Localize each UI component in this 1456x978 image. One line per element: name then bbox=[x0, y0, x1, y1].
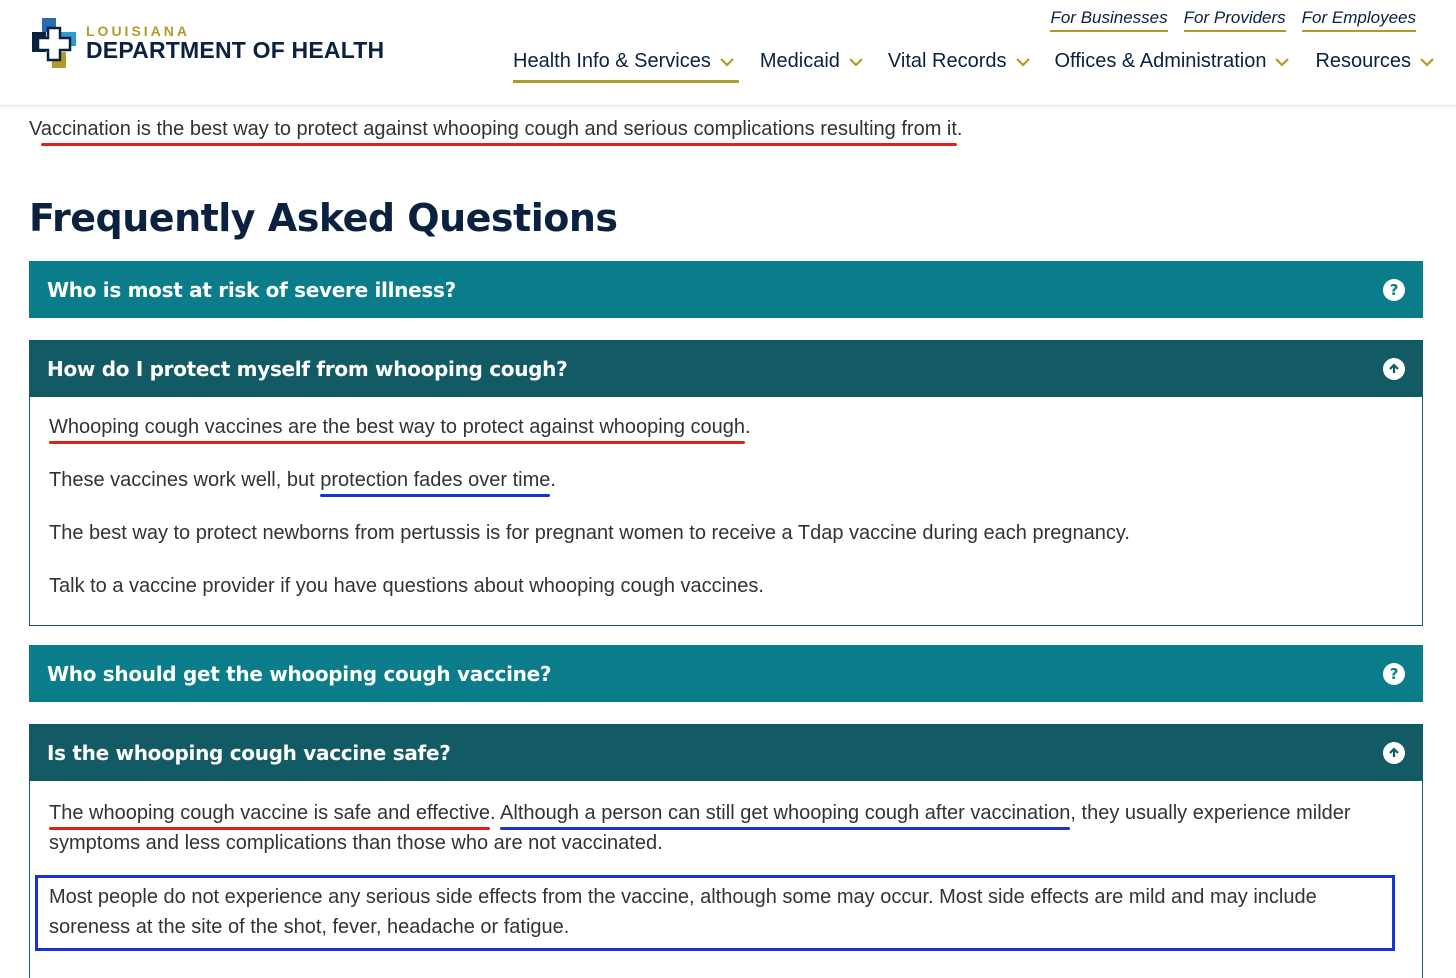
faq-question-text: Who should get the whooping cough vaccine? bbox=[47, 661, 552, 686]
for-businesses-link[interactable]: For Businesses bbox=[1050, 8, 1167, 32]
nav-health-info-services[interactable] bbox=[513, 50, 735, 73]
answer-paragraph bbox=[49, 465, 1403, 495]
text-span: These vaccines work well, but bbox=[49, 469, 321, 491]
ldh-cross-logo-icon bbox=[32, 18, 78, 68]
faq-heading: Frequently Asked Questions bbox=[29, 196, 618, 240]
faq-question-text: Who is most at risk of severe illness? bbox=[47, 277, 456, 302]
faq-question-button[interactable] bbox=[29, 340, 1423, 397]
faq-item-safe bbox=[29, 724, 1423, 978]
red-underline-annotation: The whooping cough vaccine is safe and effective bbox=[49, 802, 491, 824]
intro-start: V bbox=[29, 118, 41, 140]
text-span: . bbox=[490, 802, 501, 824]
faq-item-risk bbox=[29, 261, 1423, 318]
chevron-down-icon bbox=[719, 54, 735, 70]
faq-question-text: How do I protect myself from whooping cough? bbox=[47, 356, 568, 381]
question-icon: ? bbox=[1383, 663, 1405, 685]
chevron-down-icon bbox=[1015, 54, 1031, 70]
chevron-down-icon bbox=[1274, 54, 1290, 70]
answer-paragraph bbox=[49, 798, 1403, 858]
text-span: , they usually experience milder symptoms and less complications than those who are not vaccinated. bbox=[49, 802, 1351, 854]
answer-paragraph: The best way to protect newborns from pertussis is for pregnant women to receive a Tdap vaccine during each pregnancy. bbox=[49, 522, 1130, 544]
nav-vital-records[interactable] bbox=[888, 50, 1031, 73]
text-span: . bbox=[550, 469, 556, 491]
nav-label: Resources bbox=[1315, 50, 1412, 72]
chevron-down-icon bbox=[848, 54, 864, 70]
utility-nav bbox=[1050, 8, 1416, 32]
nav-resources[interactable] bbox=[1315, 50, 1435, 73]
nav-medicaid[interactable] bbox=[760, 50, 864, 73]
faq-answer bbox=[29, 397, 1423, 626]
faq-answer bbox=[29, 781, 1423, 978]
chevron-down-icon bbox=[1419, 54, 1435, 70]
red-underline-annotation: accination is the best way to protect against whooping cough and serious complications resulting from it bbox=[40, 118, 957, 140]
logo-state-text: LOUISIANA bbox=[86, 23, 190, 39]
faq-question-button[interactable] bbox=[29, 645, 1423, 702]
nav-label: Offices & Administration bbox=[1054, 50, 1267, 72]
faq-question-text: Is the whooping cough vaccine safe? bbox=[47, 740, 451, 765]
faq-question-button[interactable] bbox=[29, 261, 1423, 318]
intro-end: . bbox=[956, 118, 963, 140]
nav-label: Medicaid bbox=[759, 50, 840, 72]
blue-underline-annotation: protection fades over time bbox=[320, 469, 551, 491]
site-header bbox=[0, 0, 1456, 106]
collapse-up-icon bbox=[1383, 358, 1405, 380]
answer-paragraph bbox=[49, 412, 1403, 442]
answer-paragraph: Most people do not experience any serious side effects from the vaccine, although some may occur. Most side effects are mild and may include soreness at the site of the shot, fever, headache or fatigue. bbox=[49, 886, 1317, 938]
nav-label: Vital Records bbox=[887, 50, 1007, 72]
question-icon: ? bbox=[1383, 279, 1405, 301]
faq-item-who-should bbox=[29, 645, 1423, 702]
main-nav bbox=[513, 50, 1435, 73]
faq-item-protect bbox=[29, 340, 1423, 626]
for-providers-link[interactable]: For Providers bbox=[1184, 8, 1286, 32]
for-employees-link[interactable]: For Employees bbox=[1302, 8, 1416, 32]
nav-label: Health Info & Services bbox=[513, 50, 711, 72]
red-underline-annotation: Whooping cough vaccines are the best way to protect against whooping cough bbox=[49, 416, 745, 438]
blue-box-annotation bbox=[35, 875, 1395, 951]
ldh-logo[interactable] bbox=[32, 18, 384, 68]
nav-offices-administration[interactable] bbox=[1055, 50, 1291, 73]
answer-paragraph: Talk to a vaccine provider if you have questions about whooping cough vaccines. bbox=[49, 575, 764, 597]
intro-text bbox=[29, 118, 962, 141]
collapse-up-icon bbox=[1383, 742, 1405, 764]
faq-question-button[interactable] bbox=[29, 724, 1423, 781]
logo-department-text: DEPARTMENT OF HEALTH bbox=[86, 37, 385, 63]
text-span: . bbox=[745, 416, 751, 438]
blue-underline-annotation: Although a person can still get whooping cough after vaccination bbox=[500, 802, 1071, 824]
